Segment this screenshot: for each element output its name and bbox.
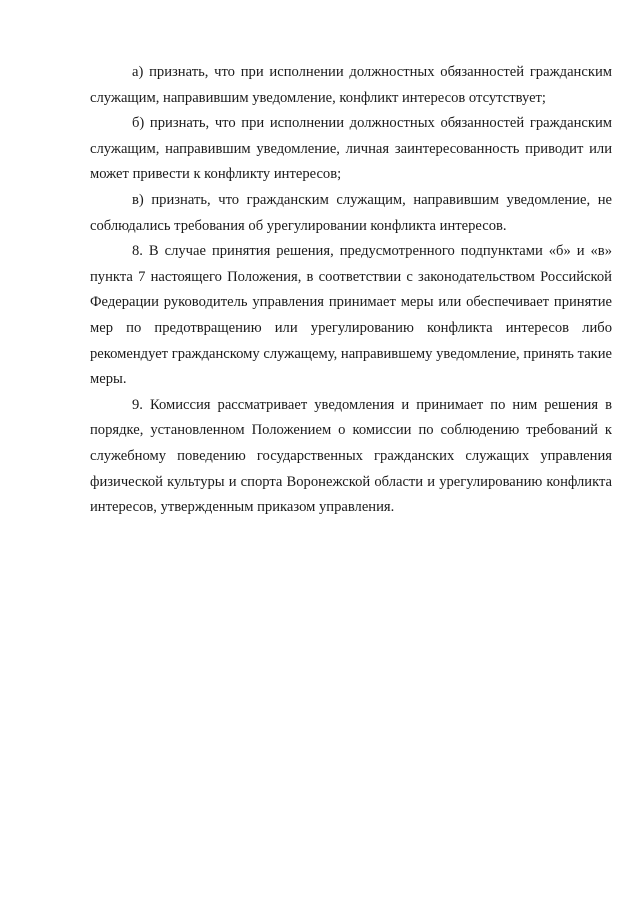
paragraph-clause-8: 8. В случае принятия решения, предусмотренного подпунктами «б» и «в» пункта 7 настоящего Положения, в соответствии с законодательством Российской Федерации руководитель управления принимает меры или обеспечивает принятие мер по предотвращению или урегулированию конфликта интересов либо рекомендует гражданскому служащему, направившему уведомление, принять такие меры. <box>90 243 612 388</box>
paragraph-clause-9: 9. Комиссия рассматривает уведомления и принимает по ним решения в порядке, установленном Положением о комиссии по соблюдению требований к служебному поведению государственных гражданских служащих управления физической культуры и спорта Воронежской области и урегулированию конфликта интересов, утвержденным приказом управления. <box>90 396 612 516</box>
document-body <box>90 60 612 521</box>
paragraph-item-a: а) признать, что при исполнении должностных обязанностей гражданским служащим, направившим уведомление, конфликт интересов отсутствует; <box>90 64 612 106</box>
paragraph-item-v: в) признать, что гражданским служащим, направившим уведомление, не соблюдались требования об урегулировании конфликта интересов. <box>90 191 612 234</box>
paragraph-item-b: б) признать, что при исполнении должностных обязанностей гражданским служащим, направившим уведомление, личная заинтересованность приводит или может привести к конфликту интересов; <box>90 115 612 183</box>
